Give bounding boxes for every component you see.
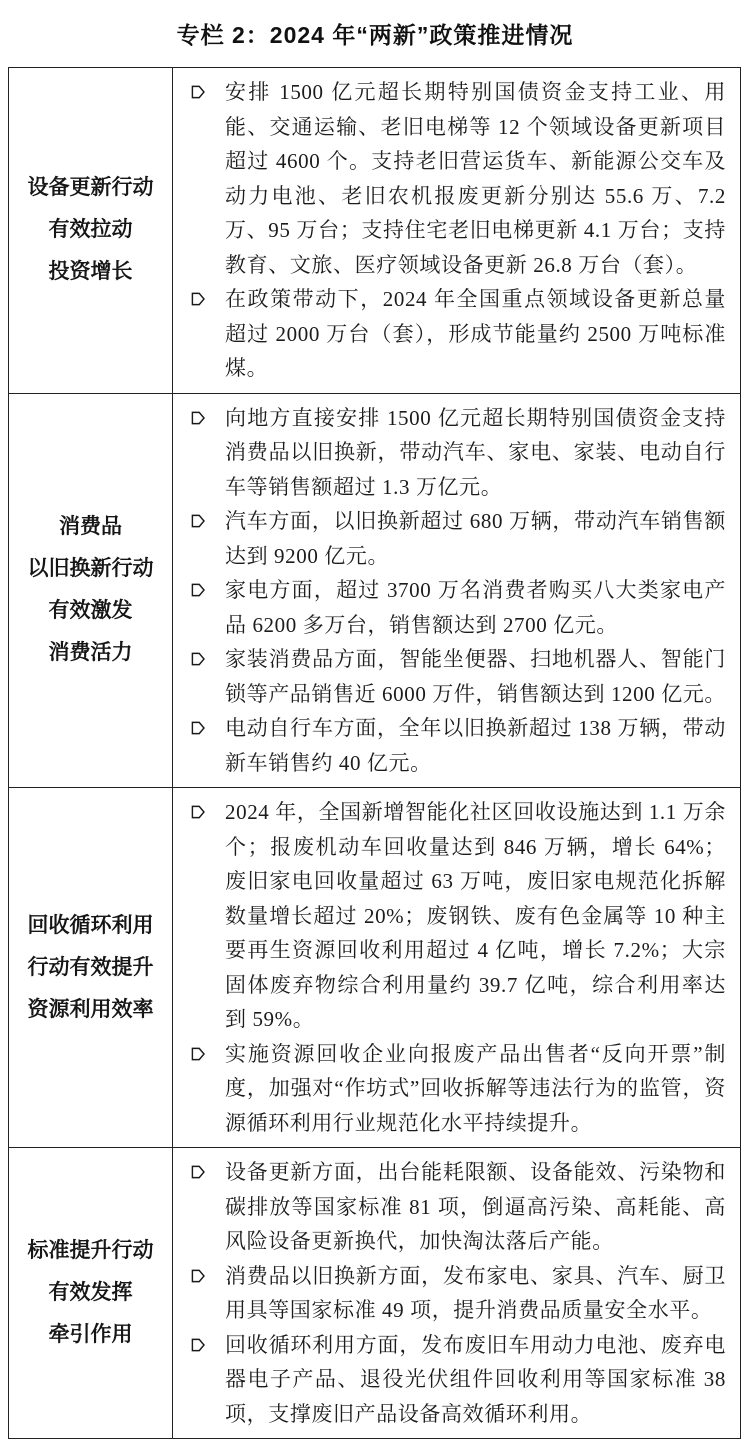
- row-header-line: 消费品: [59, 515, 122, 539]
- row-content-cell: [173, 68, 740, 393]
- bullet-item: [185, 711, 726, 780]
- row-header-line: 投资增长: [48, 260, 133, 284]
- pentagon-arrow-right-icon: [190, 1337, 207, 1353]
- row-header-line: 行动有效提升: [27, 955, 154, 979]
- row-header-cell: [9, 394, 173, 788]
- bullet-text: 2024 年，全国新增智能化社区回收设施达到 1.1 万余个；报废机动车回收量达到 846 万辆，增长 64%；废旧家电回收量超过 63 万吨，废旧家电规范化拆解数量增长超过 20%；废钢铁、废有色金属等 10 种主要再生资源回收利用超过 4 亿吨，增长 7.2%；大宗固体废弃物综合利用量约 39.7 亿吨，综合利用率达到 59%。: [225, 800, 726, 1031]
- bullet-text: 汽车方面，以旧换新超过 680 万辆，带动汽车销售额达到 9200 亿元。: [225, 509, 726, 568]
- bullet-text: 实施资源回收企业向报废产品出售者“反向开票”制度，加强对“作坊式”回收拆解等违法行为的监管，资源循环利用行业规范化水平持续提升。: [225, 1041, 726, 1135]
- bullet-item: [185, 1328, 726, 1432]
- row-content-cell: [173, 788, 740, 1147]
- pentagon-arrow-right-icon: [190, 291, 207, 307]
- row-header-line: 有效激发: [48, 599, 133, 623]
- bullet-item: [185, 504, 726, 573]
- row-header-cell: [9, 788, 173, 1147]
- bullet-text: 消费品以旧换新方面，发布家电、家具、汽车、厨卫用具等国家标准 49 项，提升消费品质量安全水平。: [225, 1263, 726, 1322]
- row-content-cell: [173, 394, 740, 788]
- row-header-line: 消费活力: [48, 641, 133, 665]
- bullet-text: 设备更新方面，出台能耗限额、设备能效、污染物和碳排放等国家标准 81 项，倒逼高污染、高耗能、高风险设备更新换代，加快淘汰落后产能。: [225, 1160, 726, 1253]
- table-row: [9, 393, 740, 788]
- pentagon-arrow-right-icon: [190, 84, 207, 100]
- bullet-item: [185, 1037, 726, 1141]
- row-header-line: 以旧换新行动: [27, 557, 154, 581]
- row-header-line: 设备更新行动: [27, 176, 154, 200]
- bullet-text: 向地方直接安排 1500 亿元超长期特别国债资金支持消费品以旧换新，带动汽车、家电、家装、电动自行车等销售额超过 1.3 万亿元。: [225, 405, 726, 499]
- row-header-cell: [9, 68, 173, 393]
- pentagon-arrow-right-icon: [190, 804, 207, 820]
- bullet-text: 安排 1500 亿元超长期特别国债资金支持工业、用能、交通运输、老旧电梯等 12 个领域设备更新项目超过 4600 个。支持老旧营运货车、新能源公交车及动力电池、老旧农机报废更新分别达 55.6 万、7.2 万、95 万台；支持住宅老旧电梯更新 4.1 万台；支持教育、文旅、医疗领域设备更新 26.8 万台（套）。: [225, 80, 726, 277]
- row-content-cell: [173, 1148, 740, 1438]
- pentagon-arrow-right-icon: [190, 1164, 207, 1180]
- pentagon-arrow-right-icon: [190, 720, 207, 736]
- pentagon-arrow-right-icon: [190, 582, 207, 598]
- row-header-line: 标准提升行动: [27, 1239, 154, 1262]
- row-header-cell: [9, 1148, 173, 1438]
- row-header-line: 牵引作用: [48, 1323, 133, 1346]
- bullet-item: [185, 573, 726, 642]
- policy-table: [8, 67, 741, 1439]
- pentagon-arrow-right-icon: [190, 410, 207, 426]
- bullet-text: 家电方面，超过 3700 万名消费者购买八大类家电产品 6200 多万台，销售额达到 2700 亿元。: [225, 578, 726, 637]
- bullet-item: [185, 75, 726, 282]
- pentagon-arrow-right-icon: [190, 1046, 207, 1062]
- table-row: [9, 68, 740, 393]
- bullet-text: 回收循环利用方面，发布废旧车用动力电池、废弃电器电子产品、退役光伏组件回收利用等国家标准 38 项，支撑废旧产品设备高效循环利用。: [225, 1332, 726, 1426]
- bullet-item: [185, 401, 726, 505]
- pentagon-arrow-right-icon: [190, 513, 207, 529]
- bullet-item: [185, 795, 726, 1037]
- bullet-item: [185, 642, 726, 711]
- bullet-item: [185, 282, 726, 386]
- pentagon-arrow-right-icon: [190, 1268, 207, 1284]
- table-row: [9, 787, 740, 1147]
- row-header-line: 有效拉动: [48, 218, 133, 242]
- table-row: [9, 1147, 740, 1438]
- row-header-line: 有效发挥: [48, 1281, 133, 1304]
- bullet-text: 在政策带动下，2024 年全国重点领域设备更新总量超过 2000 万台（套），形成节能量约 2500 万吨标准煤。: [225, 287, 726, 380]
- bullet-text: 家装消费品方面，智能坐便器、扫地机器人、智能门锁等产品销售近 6000 万件，销售额达到 1200 亿元。: [225, 647, 726, 706]
- bullet-item: [185, 1259, 726, 1328]
- row-header-line: 回收循环利用: [27, 913, 154, 937]
- box-title: 专栏 2：2024 年“两新”政策推进情况: [176, 22, 574, 48]
- bullet-text: 电动自行车方面，全年以旧换新超过 138 万辆，带动新车销售约 40 亿元。: [225, 716, 726, 775]
- pentagon-arrow-right-icon: [190, 651, 207, 667]
- row-header-line: 资源利用效率: [27, 997, 154, 1021]
- bullet-item: [185, 1155, 726, 1259]
